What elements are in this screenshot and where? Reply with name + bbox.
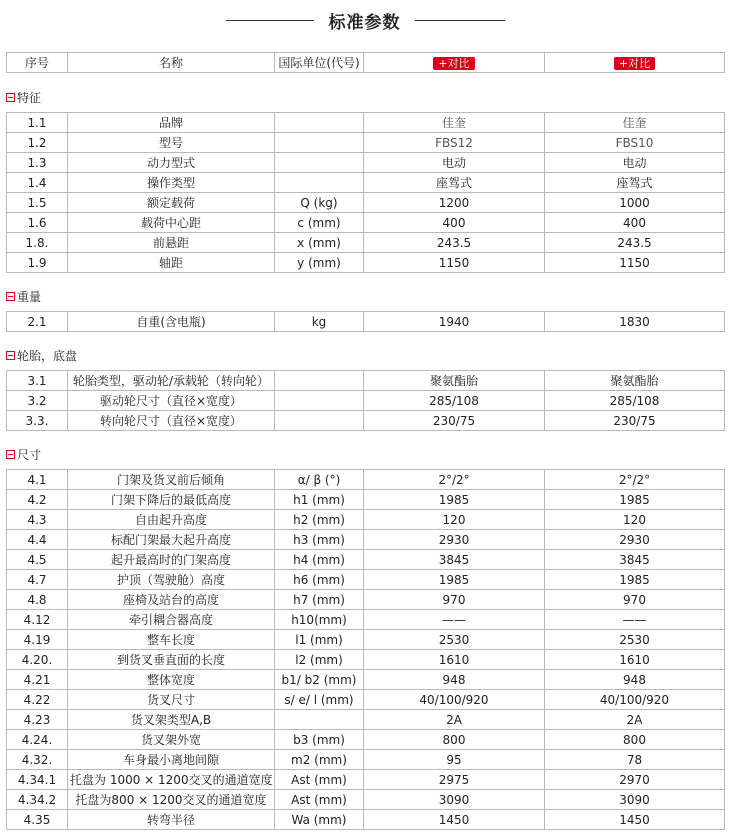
table-row xyxy=(7,670,725,690)
row-value-2: 3090 xyxy=(545,790,725,810)
title-divider-right xyxy=(415,20,505,21)
row-name: 起升最高时的门架高度 xyxy=(68,550,275,570)
table-row xyxy=(7,391,725,411)
row-unit: b3 (mm) xyxy=(275,730,364,750)
row-name: 驱动轮尺寸（直径×宽度） xyxy=(68,391,275,411)
row-value-1: 1450 xyxy=(364,810,545,830)
row-unit: h3 (mm) xyxy=(275,530,364,550)
row-index: 4.4 xyxy=(7,530,68,550)
row-unit xyxy=(275,113,364,133)
row-value-2: 40/100/920 xyxy=(545,690,725,710)
row-unit xyxy=(275,710,364,730)
row-name: 整体宽度 xyxy=(68,670,275,690)
table-row xyxy=(7,730,725,750)
row-value-1: 243.5 xyxy=(364,233,545,253)
row-name: 额定载荷 xyxy=(68,193,275,213)
section-title: 轮胎，底盘 xyxy=(17,349,78,363)
section-title: 特征 xyxy=(17,91,42,105)
table-row xyxy=(7,253,725,273)
row-name: 门架下降后的最低高度 xyxy=(68,490,275,510)
header-compare-2 xyxy=(545,53,725,73)
row-index: 4.34.1 xyxy=(7,770,68,790)
row-value-2: 2970 xyxy=(545,770,725,790)
row-index: 1.3 xyxy=(7,153,68,173)
row-unit: l2 (mm) xyxy=(275,650,364,670)
row-index: 3.3. xyxy=(7,411,68,431)
header-unit: 国际单位(代号) xyxy=(275,53,364,73)
table-row xyxy=(7,630,725,650)
table-row xyxy=(7,710,725,730)
row-value-2: 2A xyxy=(545,710,725,730)
row-unit: b1/ b2 (mm) xyxy=(275,670,364,690)
row-name: 载荷中心距 xyxy=(68,213,275,233)
table-row xyxy=(7,750,725,770)
row-value-2: 948 xyxy=(545,670,725,690)
row-name: 托盘为800 × 1200交叉的通道宽度 xyxy=(68,790,275,810)
table-row xyxy=(7,213,725,233)
collapse-icon[interactable] xyxy=(6,292,15,301)
row-unit xyxy=(275,371,364,391)
row-name: 轮胎类型，驱动轮/承载轮（转向轮） xyxy=(68,371,275,391)
table-row xyxy=(7,411,725,431)
row-index: 4.1 xyxy=(7,470,68,490)
row-unit xyxy=(275,153,364,173)
row-value-1: 40/100/920 xyxy=(364,690,545,710)
row-unit: h6 (mm) xyxy=(275,570,364,590)
row-value-1: 2A xyxy=(364,710,545,730)
row-unit: α/ β (°) xyxy=(275,470,364,490)
row-name: 前悬距 xyxy=(68,233,275,253)
row-unit: y (mm) xyxy=(275,253,364,273)
title-divider-left xyxy=(226,20,314,21)
section-header-features[interactable] xyxy=(6,90,41,106)
table-row xyxy=(7,810,725,830)
row-index: 1.8. xyxy=(7,233,68,253)
row-name: 货叉架类型A,B xyxy=(68,710,275,730)
row-name: 门架及货叉前后倾角 xyxy=(68,470,275,490)
row-value-1: —— xyxy=(364,610,545,630)
table-row xyxy=(7,790,725,810)
row-value-2: 聚氨酯胎 xyxy=(545,371,725,391)
row-unit: Ast (mm) xyxy=(275,770,364,790)
row-value-2: 1985 xyxy=(545,570,725,590)
row-unit xyxy=(275,411,364,431)
table-row xyxy=(7,312,725,332)
table-row xyxy=(7,510,725,530)
row-unit: h1 (mm) xyxy=(275,490,364,510)
collapse-icon[interactable] xyxy=(6,93,15,102)
row-index: 4.3 xyxy=(7,510,68,530)
row-unit: Ast (mm) xyxy=(275,790,364,810)
row-index: 1.5 xyxy=(7,193,68,213)
row-index: 1.4 xyxy=(7,173,68,193)
section-header-dimensions[interactable] xyxy=(6,447,41,463)
row-value-2: 2530 xyxy=(545,630,725,650)
row-name: 转弯半径 xyxy=(68,810,275,830)
table-row xyxy=(7,470,725,490)
row-unit xyxy=(275,133,364,153)
row-index: 4.21 xyxy=(7,670,68,690)
row-index: 4.32. xyxy=(7,750,68,770)
header-name: 名称 xyxy=(68,53,275,73)
row-index: 4.35 xyxy=(7,810,68,830)
row-value-1: 聚氨酯胎 xyxy=(364,371,545,391)
table-row xyxy=(7,770,725,790)
table-row xyxy=(7,153,725,173)
row-index: 1.9 xyxy=(7,253,68,273)
header-compare-1 xyxy=(364,53,545,73)
table-row xyxy=(7,193,725,213)
row-name: 货叉架外宽 xyxy=(68,730,275,750)
row-index: 4.5 xyxy=(7,550,68,570)
row-value-2: 佳奎 xyxy=(545,113,725,133)
header-index: 序号 xyxy=(7,53,68,73)
row-value-1: 400 xyxy=(364,213,545,233)
row-index: 2.1 xyxy=(7,312,68,332)
row-value-2: 285/108 xyxy=(545,391,725,411)
row-index: 4.24. xyxy=(7,730,68,750)
row-name: 整车长度 xyxy=(68,630,275,650)
row-index: 1.1 xyxy=(7,113,68,133)
table-row xyxy=(7,173,725,193)
row-value-1: 1985 xyxy=(364,490,545,510)
table-row xyxy=(7,113,725,133)
row-unit: h7 (mm) xyxy=(275,590,364,610)
compare-button[interactable]: +对比 xyxy=(433,57,474,70)
row-name: 自由起升高度 xyxy=(68,510,275,530)
row-value-2: 2930 xyxy=(545,530,725,550)
collapse-icon[interactable] xyxy=(6,351,15,360)
page-title-block xyxy=(0,8,729,34)
row-index: 4.7 xyxy=(7,570,68,590)
row-value-2: 1450 xyxy=(545,810,725,830)
row-value-2: 座驾式 xyxy=(545,173,725,193)
row-unit: m2 (mm) xyxy=(275,750,364,770)
row-value-2: 970 xyxy=(545,590,725,610)
row-value-2: 电动 xyxy=(545,153,725,173)
row-unit: h4 (mm) xyxy=(275,550,364,570)
row-value-1: FBS12 xyxy=(364,133,545,153)
row-name: 转向轮尺寸（直径×宽度） xyxy=(68,411,275,431)
row-value-2: 1150 xyxy=(545,253,725,273)
row-name: 型号 xyxy=(68,133,275,153)
row-value-1: 95 xyxy=(364,750,545,770)
row-value-1: 285/108 xyxy=(364,391,545,411)
row-value-1: 800 xyxy=(364,730,545,750)
row-value-1: 1150 xyxy=(364,253,545,273)
section-table xyxy=(6,370,725,431)
row-value-2: 230/75 xyxy=(545,411,725,431)
section-title: 重量 xyxy=(17,290,42,304)
row-value-1: 佳奎 xyxy=(364,113,545,133)
row-value-2: 78 xyxy=(545,750,725,770)
row-name: 车身最小离地间隙 xyxy=(68,750,275,770)
row-value-1: 1610 xyxy=(364,650,545,670)
row-unit: h10(mm) xyxy=(275,610,364,630)
row-value-2: 1000 xyxy=(545,193,725,213)
table-row xyxy=(7,530,725,550)
row-value-1: 1985 xyxy=(364,570,545,590)
row-index: 4.22 xyxy=(7,690,68,710)
row-name: 轴距 xyxy=(68,253,275,273)
row-name: 货叉尺寸 xyxy=(68,690,275,710)
row-index: 4.23 xyxy=(7,710,68,730)
row-value-1: 1200 xyxy=(364,193,545,213)
row-index: 4.19 xyxy=(7,630,68,650)
row-value-2: 2°/2° xyxy=(545,470,725,490)
table-row xyxy=(7,570,725,590)
row-index: 4.34.2 xyxy=(7,790,68,810)
row-value-2: 1830 xyxy=(545,312,725,332)
row-value-1: 120 xyxy=(364,510,545,530)
section-header-tires[interactable] xyxy=(6,348,77,364)
row-name: 标配门架最大起升高度 xyxy=(68,530,275,550)
row-value-1: 3845 xyxy=(364,550,545,570)
compare-button[interactable]: +对比 xyxy=(614,57,655,70)
collapse-icon[interactable] xyxy=(6,450,15,459)
table-row xyxy=(7,590,725,610)
row-unit: l1 (mm) xyxy=(275,630,364,650)
row-index: 4.2 xyxy=(7,490,68,510)
row-value-1: 2975 xyxy=(364,770,545,790)
section-table xyxy=(6,469,725,830)
row-unit: c (mm) xyxy=(275,213,364,233)
row-name: 护顶（驾驶舱）高度 xyxy=(68,570,275,590)
table-row xyxy=(7,490,725,510)
row-unit xyxy=(275,391,364,411)
row-index: 1.6 xyxy=(7,213,68,233)
table-row xyxy=(7,133,725,153)
row-name: 操作类型 xyxy=(68,173,275,193)
table-row xyxy=(7,233,725,253)
row-value-2: 800 xyxy=(545,730,725,750)
row-value-2: 120 xyxy=(545,510,725,530)
row-name: 品牌 xyxy=(68,113,275,133)
row-value-1: 3090 xyxy=(364,790,545,810)
row-index: 1.2 xyxy=(7,133,68,153)
row-name: 自重(含电瓶) xyxy=(68,312,275,332)
row-value-2: 1985 xyxy=(545,490,725,510)
row-unit: x (mm) xyxy=(275,233,364,253)
row-unit: h2 (mm) xyxy=(275,510,364,530)
table-row xyxy=(7,650,725,670)
section-table xyxy=(6,311,725,332)
row-index: 4.12 xyxy=(7,610,68,630)
row-value-1: 970 xyxy=(364,590,545,610)
row-index: 4.20. xyxy=(7,650,68,670)
row-index: 4.8 xyxy=(7,590,68,610)
section-title: 尺寸 xyxy=(17,448,42,462)
row-unit: kg xyxy=(275,312,364,332)
row-value-1: 2530 xyxy=(364,630,545,650)
row-value-2: 3845 xyxy=(545,550,725,570)
page-title: 标准参数 xyxy=(328,13,401,33)
table-row xyxy=(7,690,725,710)
header-row xyxy=(7,53,725,73)
row-value-2: 243.5 xyxy=(545,233,725,253)
section-header-weight[interactable] xyxy=(6,289,41,305)
row-value-1: 1940 xyxy=(364,312,545,332)
table-row xyxy=(7,610,725,630)
row-value-2: —— xyxy=(545,610,725,630)
row-unit: s/ e/ l (mm) xyxy=(275,690,364,710)
table-row xyxy=(7,550,725,570)
row-unit: Q (kg) xyxy=(275,193,364,213)
row-value-1: 电动 xyxy=(364,153,545,173)
row-index: 3.1 xyxy=(7,371,68,391)
row-unit: Wa (mm) xyxy=(275,810,364,830)
row-name: 托盘为 1000 × 1200交叉的通道宽度 xyxy=(68,770,275,790)
row-value-2: 1610 xyxy=(545,650,725,670)
row-name: 座椅及站台的高度 xyxy=(68,590,275,610)
row-index: 3.2 xyxy=(7,391,68,411)
row-unit xyxy=(275,173,364,193)
section-table xyxy=(6,112,725,273)
row-value-2: 400 xyxy=(545,213,725,233)
table-row xyxy=(7,371,725,391)
row-value-1: 座驾式 xyxy=(364,173,545,193)
header-table xyxy=(6,52,725,73)
row-value-1: 2930 xyxy=(364,530,545,550)
row-value-1: 948 xyxy=(364,670,545,690)
row-name: 到货叉垂直面的长度 xyxy=(68,650,275,670)
row-value-2: FBS10 xyxy=(545,133,725,153)
row-name: 牵引耦合器高度 xyxy=(68,610,275,630)
row-value-1: 2°/2° xyxy=(364,470,545,490)
row-name: 动力型式 xyxy=(68,153,275,173)
row-value-1: 230/75 xyxy=(364,411,545,431)
